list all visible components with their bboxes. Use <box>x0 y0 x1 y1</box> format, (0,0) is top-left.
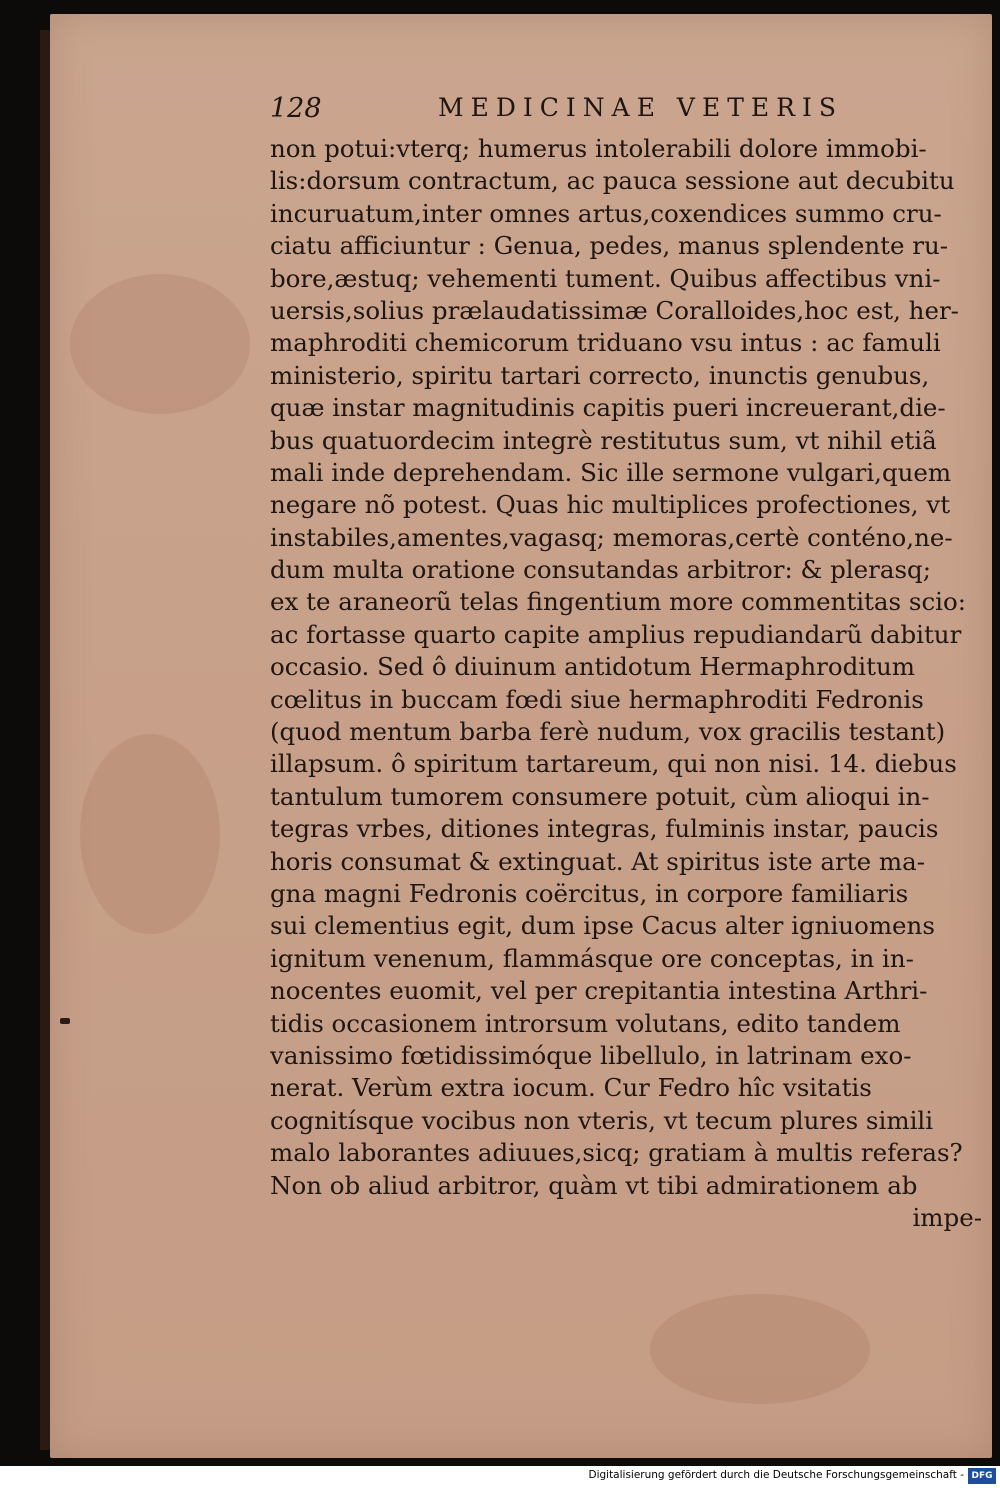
text-line: sui clementius egit, dum ipse Cacus alter igniuomens <box>270 911 935 941</box>
paper-stain <box>80 734 220 934</box>
running-title: MEDICINAE VETERIS <box>438 93 843 122</box>
text-line: illapsum. ô spiritum tartareum, qui non nisi. 14. diebus <box>270 749 957 779</box>
text-line: tidis occasionem introrsum volutans, edito tandem <box>270 1008 901 1038</box>
text-line: malo laborantes adiuues,sicq; gratiam à multis referas? <box>270 1138 963 1168</box>
paper-stain <box>70 274 250 414</box>
text-line: tegras vrbes, ditiones integras, fulminis instar, paucis <box>270 814 939 844</box>
text-line: bore,æstuq; vehementi tument. Quibus affectibus vni- <box>270 263 941 293</box>
text-line: cœlitus in buccam fœdi siue hermaphroditi Fedronis <box>270 684 924 714</box>
text-line: nocentes euomit, vel per crepitantia intestina Arthri- <box>270 976 928 1006</box>
text-line: nerat. Verùm extra iocum. Cur Fedro hîc vsitatis <box>270 1073 872 1103</box>
text-line: vanissimo fœtidissimóque libellulo, in latrinam exo- <box>270 1040 912 1070</box>
text-line: Non ob aliud arbitror, quàm vt tibi admirationem ab <box>270 1170 918 1200</box>
text-line: non potui:vterq; humerus intolerabili dolore immobi- <box>270 134 927 163</box>
paper-stain <box>650 1294 870 1404</box>
text-line: cognitísque vocibus non vteris, vt tecum plures simili <box>270 1105 934 1135</box>
text-line: negare nõ potest. Quas hic multiplices profectiones, vt <box>270 490 951 520</box>
text-line: dum multa oratione consutandas arbitror: & plerasq; <box>270 555 931 585</box>
body-text <box>270 133 990 1234</box>
text-line: ex te araneorũ telas fingentium more commentitas scio: <box>270 587 967 617</box>
margin-mark <box>60 1018 70 1024</box>
text-line: maphroditi chemicorum triduano vsu intus : ac famuli <box>270 328 941 358</box>
text-line: ignitum venenum, flammásque ore conceptas, in in- <box>270 943 914 973</box>
text-line: uersis,solius prælaudatissimæ Coralloides,hoc est, her- <box>270 295 959 325</box>
text-line: gna magni Fedronis coërcitus, in corpore familiaris <box>270 878 909 908</box>
catchword: impe- <box>912 1202 982 1232</box>
page-number: 128 <box>270 93 322 124</box>
dfg-logo-icon[interactable]: DFG <box>968 1468 996 1484</box>
funding-credit: Digitalisierung gefördert durch die Deutsche Forschungsgemeinschaft - <box>588 1469 964 1481</box>
text-line: ciatu afficiuntur : Genua, pedes, manus splendente ru- <box>270 231 949 261</box>
text-line: ministerio, spiritu tartari correcto, inunctis genubus, <box>270 360 930 390</box>
text-line: lis:dorsum contractum, ac pauca sessione aut decubitu <box>270 166 955 196</box>
text-line: (quod mentum barba ferè nudum, vox gracilis testant) <box>270 717 946 747</box>
page-header <box>270 93 870 133</box>
text-line: horis consumat & extinguat. At spiritus iste arte ma- <box>270 846 926 876</box>
text-line: ac fortasse quarto capite amplius repudiandarũ dabitur <box>270 619 962 649</box>
text-line: quæ instar magnitudinis capitis pueri increuerant,die- <box>270 393 946 423</box>
text-line: mali inde deprehendam. Sic ille sermone vulgari,quem <box>270 457 952 487</box>
text-line: incuruatum,inter omnes artus,coxendices summo cru- <box>270 198 942 228</box>
text-line: instabiles,amentes,vagasq; memoras,certè conténo,ne- <box>270 522 953 552</box>
text-line: tantulum tumorem consumere potuit, cùm alioqui in- <box>270 781 930 811</box>
footer-bar <box>0 1466 1000 1488</box>
text-line: bus quatuordecim integrè restitutus sum, vt nihil etiã <box>270 425 937 455</box>
text-line: occasio. Sed ô diuinum antidotum Hermaphroditum <box>270 652 915 682</box>
